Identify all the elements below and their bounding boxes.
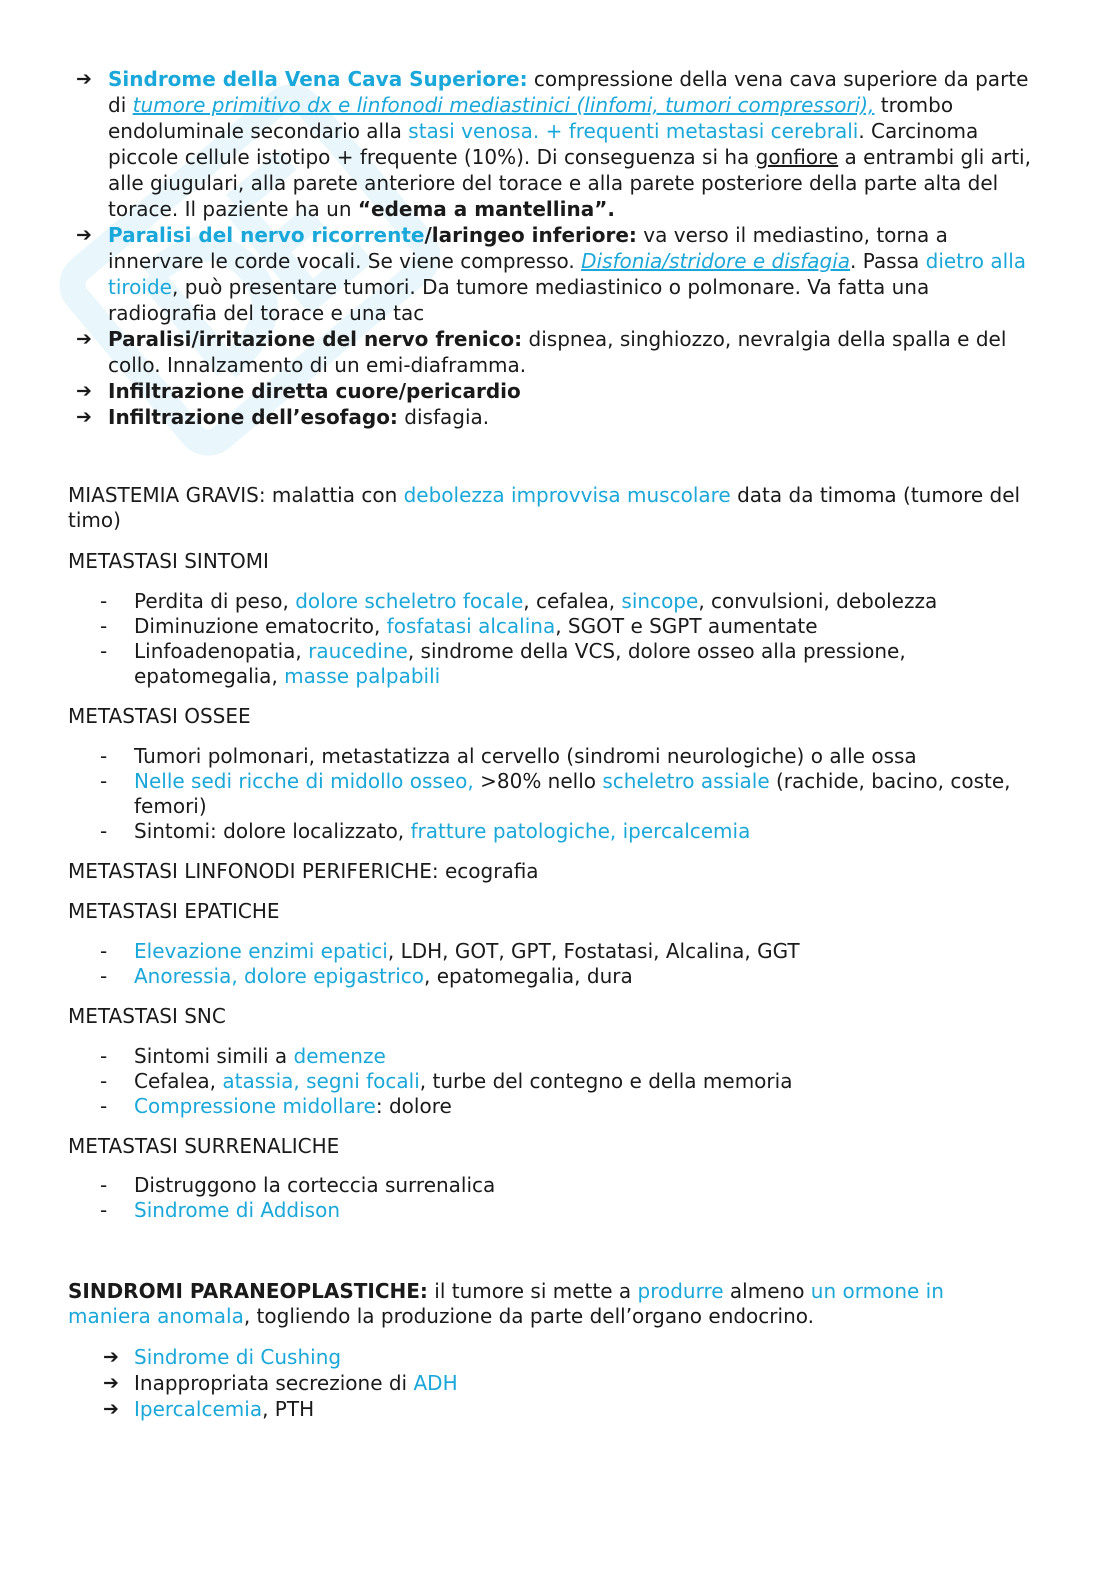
list-item: - Anoressia, dolore epigastrico, epatomegalia, dura bbox=[100, 964, 633, 988]
dash-bullet: - bbox=[100, 1094, 108, 1118]
item-title: Paralisi del nervo ricorrente bbox=[108, 223, 425, 247]
item-title: Sindrome della Vena Cava Superiore: bbox=[108, 67, 528, 91]
list-item: ➔ Paralisi del nervo ricorrente/laringeo inferiore: va verso il mediastino, torna a innervare le corde vocali. Se viene compresso. Disfonia/stridore e disfagia. Passa dietro alla tiroide, può presentare tumori. Da tumore mediastinico o polmonare. Va fatta una radiografia del torace e una tac bbox=[76, 223, 1027, 325]
surrenaliche-list bbox=[0, 1173, 1116, 1223]
dash-bullet: - bbox=[100, 639, 108, 663]
paraneoplastiche-list bbox=[0, 1344, 1116, 1422]
snc-list bbox=[0, 1044, 1116, 1119]
dash-bullet: - bbox=[100, 769, 108, 793]
dash-bullet: - bbox=[100, 614, 108, 638]
dash-bullet: - bbox=[100, 589, 108, 613]
dash-bullet: - bbox=[100, 939, 108, 963]
list-item: ➔ Ipercalcemia, PTH bbox=[103, 1397, 315, 1421]
epatiche-list bbox=[0, 939, 1116, 989]
ossee-list bbox=[0, 744, 1116, 844]
dash-bullet: - bbox=[100, 819, 108, 843]
arrow-icon: ➔ bbox=[103, 1346, 119, 1368]
list-item: - Distruggono la corteccia surrenalica bbox=[100, 1173, 496, 1197]
arrow-icon: ➔ bbox=[76, 328, 92, 350]
paraneoplastiche-paragraph: SINDROMI PARANEOPLASTICHE: il tumore si mette a produrre almeno un ormone in maniera anomala, togliendo la produzione da parte dell’organo endocrino. bbox=[68, 1279, 944, 1328]
list-item bbox=[0, 378, 1038, 404]
arrow-icon: ➔ bbox=[103, 1372, 119, 1394]
list-item: - Sintomi: dolore localizzato, fratture patologiche, ipercalcemia bbox=[100, 819, 751, 843]
sintomi-list bbox=[0, 589, 1116, 689]
item-title: Paralisi/irritazione del nervo frenico: bbox=[108, 327, 523, 351]
dash-bullet: - bbox=[100, 1198, 108, 1222]
miastemia-paragraph: MIASTEMIA GRAVIS: malattia con debolezza improvvisa muscolare data da timoma (tumore del timo) bbox=[68, 483, 1021, 532]
list-item: - Compressione midollare: dolore bbox=[100, 1094, 452, 1118]
list-item: - Cefalea, atassia, segni focali, turbe del contegno e della memoria bbox=[100, 1069, 793, 1093]
dash-bullet: - bbox=[100, 1069, 108, 1093]
list-item: - Sindrome di Addison bbox=[100, 1198, 341, 1222]
list-item: ➔ Inappropriata secrezione di ADH bbox=[103, 1371, 458, 1395]
arrow-icon: ➔ bbox=[76, 224, 92, 246]
list-item: - Sintomi simili a demenze bbox=[100, 1044, 386, 1068]
list-item: ➔ Infiltrazione dell’esofago: disfagia. bbox=[76, 405, 490, 429]
arrow-icon: ➔ bbox=[76, 68, 92, 90]
dash-bullet: - bbox=[100, 744, 108, 768]
section-heading: METASTASI SURRENALICHE bbox=[68, 1134, 340, 1158]
list-item: ➔ Sindrome di Cushing bbox=[103, 1345, 342, 1369]
list-item: - Nelle sedi ricche di midollo osseo, >80% nello scheletro assiale (rachide, bacino, coste, femori) bbox=[100, 769, 1011, 818]
list-item: - Elevazione enzimi epatici, LDH, GOT, GPT, Fostatasi, Alcalina, GGT bbox=[100, 939, 800, 963]
section-heading: METASTASI LINFONODI PERIFERICHE: ecografia bbox=[68, 859, 539, 883]
item-title: Infiltrazione diretta cuore/pericardio bbox=[108, 379, 521, 403]
dash-bullet: - bbox=[100, 964, 108, 988]
item-link[interactable]: Disfonia/stridore e disfagia bbox=[581, 249, 851, 273]
section-heading: METASTASI SINTOMI bbox=[68, 549, 269, 573]
section-heading: METASTASI OSSEE bbox=[68, 704, 251, 728]
list-item: ➔ Sindrome della Vena Cava Superiore: compressione della vena cava superiore da parte di tumore primitivo dx e linfonodi mediastinici (linfomi, tumori compressori), trombo endoluminale secondario alla stasi venosa. + frequenti metastasi cerebrali. Carcinoma piccole cellule istotipo + frequente (10%). Di conseguenza si ha gonfiore a entrambi gli arti, alle giugulari, alla parete anteriore del torace e alla parete posteriore della parte alta del torace. Il paziente ha un “edema a mantellina”. bbox=[76, 67, 1031, 221]
list-item: - Diminuzione ematocrito, fosfatasi alcalina, SGOT e SGPT aumentate bbox=[100, 614, 818, 638]
list-item: - Tumori polmonari, metastatizza al cervello (sindromi neurologiche) o alle ossa bbox=[100, 744, 917, 768]
section-heading: METASTASI EPATICHE bbox=[68, 899, 280, 923]
dash-bullet: - bbox=[100, 1173, 108, 1197]
arrow-icon: ➔ bbox=[103, 1398, 119, 1420]
arrow-icon: ➔ bbox=[76, 380, 92, 402]
list-item: ➔ Paralisi/irritazione del nervo frenico: dispnea, singhiozzo, nevralgia della spalla e del collo. Innalzamento di un emi-diaframma. bbox=[76, 327, 1007, 377]
list-item: - Linfoadenopatia, raucedine, sindrome della VCS, dolore osseo alla pressione, epatomegalia, masse palpabili bbox=[100, 639, 906, 688]
arrow-icon: ➔ bbox=[76, 406, 92, 428]
item-link[interactable]: tumore primitivo dx e linfonodi mediastinici (linfomi, tumori compressori), bbox=[132, 93, 875, 117]
list-item: - Perdita di peso, dolore scheletro focale, cefalea, sincope, convulsioni, debolezza bbox=[100, 589, 938, 613]
section-heading: METASTASI SNC bbox=[68, 1004, 226, 1028]
dash-bullet: - bbox=[100, 1044, 108, 1068]
item-title: Infiltrazione dell’esofago: bbox=[108, 405, 398, 429]
complications-list bbox=[0, 66, 1116, 430]
